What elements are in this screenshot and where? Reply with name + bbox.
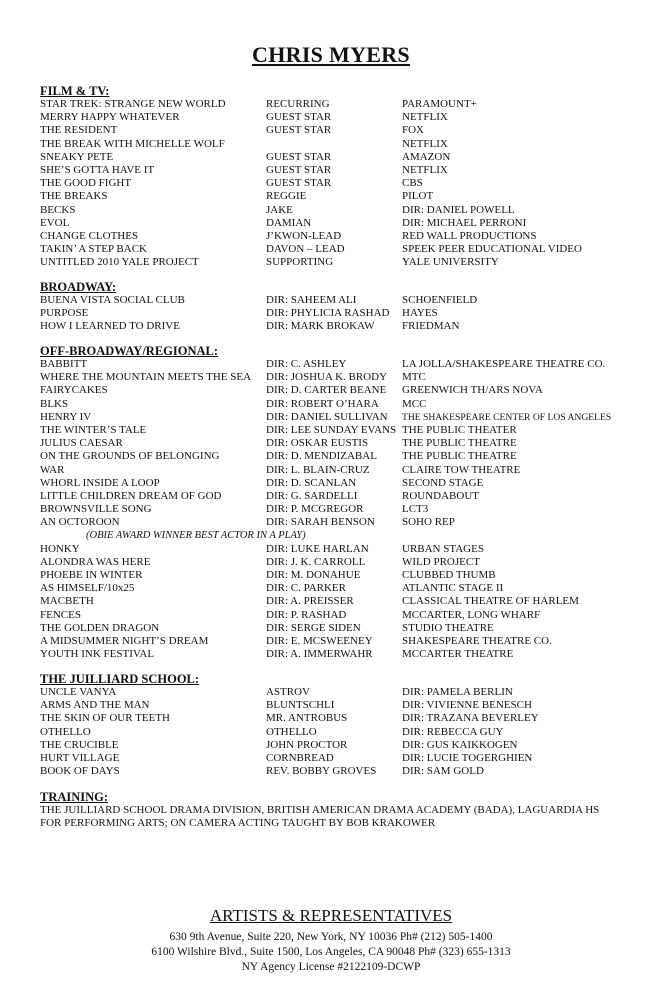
credit-venue: LA JOLLA/SHAKESPEARE THEATRE CO. [402, 358, 606, 370]
credit-row [40, 765, 640, 778]
credit-role: GUEST STAR [266, 111, 332, 124]
credit-role: GUEST STAR [266, 177, 332, 190]
credit-venue: NETFLIX [402, 163, 448, 176]
credit-venue: MCCARTER, LONG WHARF [402, 608, 541, 621]
credit-venue: MTC [402, 371, 426, 384]
credit-role: DIR: G. SARDELLI [266, 489, 358, 502]
credit-venue: SHAKESPEARE THEATRE CO. [402, 634, 552, 647]
section-heading-training: TRAINING: [40, 790, 109, 804]
credit-venue: ROUNDABOUT [402, 489, 479, 502]
credit-row [40, 699, 640, 712]
credit-row [40, 556, 640, 569]
credit-venue: SECOND STAGE [402, 476, 484, 489]
credit-title: CHANGE CLOTHES [40, 229, 139, 242]
section-film-tv [40, 84, 640, 269]
credit-title: UNCLE VANYA [40, 686, 117, 698]
section-heading-broadway: BROADWAY: [40, 280, 117, 294]
credit-title: FAIRYCAKES [40, 384, 108, 397]
credit-title: WAR [40, 463, 65, 476]
credit-title: SHE’S GOTTA HAVE IT [40, 163, 155, 176]
credit-row [40, 217, 640, 230]
credit-title: SNEAKY PETE [40, 150, 114, 163]
credit-role: DIR: ROBERT O’HARA [266, 397, 379, 410]
credit-venue: HAYES [402, 307, 438, 320]
credit-row [40, 230, 640, 243]
credit-row [40, 503, 640, 516]
credit-role: SUPPORTING [266, 256, 334, 269]
training-text: THE JUILLIARD SCHOOL DRAMA DIVISION, BRITISH AMERICAN DRAMA ACADEMY (BADA), LAGUARDIA HS FOR PERFORMING ARTS; ON CAMERA ACTING TAUGHT BY BOB KRAKOWER [40, 804, 600, 830]
credit-title: THE RESIDENT [40, 124, 118, 137]
credit-role: GUEST STAR [266, 150, 332, 163]
credit-venue: THE PUBLIC THEATER [402, 423, 517, 436]
credit-title: YOUTH INK FESTIVAL [40, 648, 155, 661]
credit-role: DIR: J. K. CARROLL [266, 555, 366, 568]
section-heading-film-tv: FILM & TV: [40, 84, 110, 98]
credit-venue: CLAIRE TOW THEATRE [402, 463, 521, 476]
credit-venue: CBS [402, 177, 423, 190]
credit-venue: NETFLIX [402, 137, 448, 150]
credit-venue: CLUBBED THUMB [402, 569, 496, 581]
credit-title: PHOEBE IN WINTER [40, 569, 143, 581]
credit-role: DIR: PHYLICIA RASHAD [266, 307, 390, 320]
credit-venue: MCC [402, 397, 427, 410]
credit-title: PURPOSE [40, 307, 89, 320]
credit-row [40, 516, 640, 529]
credit-title: BUENA VISTA SOCIAL CLUB [40, 294, 185, 306]
credit-row [40, 124, 640, 137]
credit-title: THE GOLDEN DRAGON [40, 621, 160, 634]
credit-venue: RED WALL PRODUCTIONS [402, 229, 537, 242]
credit-role: DIR: P. MCGREGOR [266, 503, 364, 516]
credit-row [40, 622, 640, 635]
credit-title: WHORL INSIDE A LOOP [40, 476, 160, 489]
credit-row [40, 256, 640, 269]
actor-name: CHRIS MYERS [252, 42, 410, 67]
credit-row [40, 204, 640, 217]
credit-role: DAMIAN [266, 216, 312, 229]
credit-row [40, 358, 640, 371]
credits-list-juilliard [40, 686, 640, 778]
award-note: (OBIE AWARD WINNER BEST ACTOR IN A PLAY) [86, 530, 306, 542]
credit-role: DIR: L. BLAIN-CRUZ [266, 463, 370, 476]
credit-title: THE SKIN OF OUR TEETH [40, 712, 170, 725]
credit-row [40, 98, 640, 111]
credit-row [40, 151, 640, 164]
section-heading-juilliard: THE JUILLIARD SCHOOL: [40, 672, 200, 686]
credit-title: THE BREAKS [40, 190, 108, 203]
credit-venue: THE PUBLIC THEATRE [402, 450, 517, 463]
credit-role: DIR: OSKAR EUSTIS [266, 437, 369, 450]
credit-venue: SPEEK PEER EDUCATIONAL VIDEO [402, 243, 582, 256]
agency-name: ARTISTS & REPRESENTATIVES [209, 906, 453, 925]
credit-row [40, 648, 640, 661]
credit-title: EVOL [40, 216, 70, 229]
credit-title: MERRY HAPPY WHATEVER [40, 111, 180, 124]
credit-role: DAVON – LEAD [266, 243, 345, 256]
credit-row [40, 569, 640, 582]
credit-title: A MIDSUMMER NIGHT’S DREAM [40, 634, 209, 647]
credit-row [40, 609, 640, 622]
credit-row [40, 371, 640, 384]
credit-role: DIR: SARAH BENSON [266, 516, 375, 529]
credit-title: JULIUS CAESAR [40, 437, 123, 450]
credits-list-off-broadway [40, 358, 640, 529]
credit-row [40, 411, 640, 424]
credit-row [40, 424, 640, 437]
credit-title: BLKS [40, 397, 69, 410]
credit-venue: SOHO REP [402, 516, 455, 529]
credit-title: HURT VILLAGE [40, 751, 120, 764]
credit-row [40, 384, 640, 397]
credit-title: AS HIMSELF/10x25 [40, 582, 135, 595]
credit-role: JAKE [266, 203, 293, 216]
section-juilliard [40, 672, 640, 778]
credit-row [40, 686, 640, 699]
credit-role: DIR: E. MCSWEENEY [266, 634, 373, 647]
credit-row [40, 739, 640, 752]
credit-title: BECKS [40, 203, 76, 216]
agency-address-la: 6100 Wilshire Blvd., Suite 1500, Los Angeles, CA 90048 Ph# (323) 655-1313 [151, 946, 511, 958]
credit-venue: PARAMOUNT+ [402, 98, 477, 110]
credit-role: DIR: LUKE HARLAN [266, 542, 369, 555]
credit-venue: YALE UNIVERSITY [402, 256, 499, 269]
credit-title: THE CRUCIBLE [40, 738, 119, 751]
credit-row [40, 582, 640, 595]
credit-row [40, 398, 640, 411]
credit-venue: DIR: SAM GOLD [402, 765, 484, 778]
credit-role: J’KWON-LEAD [266, 229, 342, 242]
credit-role: MR. ANTROBUS [266, 712, 348, 725]
credit-title: OTHELLO [40, 725, 91, 738]
credit-role: DIR: D. CARTER BEANE [266, 384, 387, 397]
credit-role: GUEST STAR [266, 163, 332, 176]
credit-title: ON THE GROUNDS OF BELONGING [40, 450, 220, 463]
credit-venue: AMAZON [402, 150, 451, 163]
credit-row [40, 177, 640, 190]
credit-title: BOOK OF DAYS [40, 765, 120, 778]
credit-title: HENRY IV [40, 410, 92, 423]
credit-venue: DIR: GUS KAIKKOGEN [402, 738, 518, 751]
credit-role: DIR: SERGE SIDEN [266, 621, 361, 634]
credit-row [40, 712, 640, 725]
credit-role: DIR: JOSHUA K. BRODY [266, 371, 388, 384]
section-training [40, 790, 640, 830]
credit-title: MACBETH [40, 595, 94, 608]
credit-role: DIR: DANIEL SULLIVAN [266, 410, 388, 423]
credit-row [40, 490, 640, 503]
agency-contact [0, 930, 662, 975]
credit-role: DIR: M. DONAHUE [266, 569, 361, 581]
credit-venue: GREENWICH TH/ARS NOVA [402, 384, 543, 397]
credit-row [40, 320, 640, 333]
section-off-broadway [40, 344, 640, 661]
credit-title: TAKIN’ A STEP BACK [40, 243, 147, 256]
credit-venue: CLASSICAL THEATRE OF HARLEM [402, 595, 579, 608]
credit-venue: FOX [402, 124, 425, 137]
credit-role: DIR: D. MENDIZABAL [266, 450, 377, 463]
credit-venue: WILD PROJECT [402, 555, 480, 568]
credit-row [40, 437, 640, 450]
credit-venue: DIR: MICHAEL PERRONI [402, 216, 527, 229]
credit-row [40, 294, 640, 307]
credit-row [40, 464, 640, 477]
credit-venue: URBAN STAGES [402, 542, 484, 555]
credit-role: DIR: SAHEEM ALI [266, 294, 357, 306]
agency-address-ny: 630 9th Avenue, Suite 220, New York, NY 10036 Ph# (212) 505-1400 [169, 931, 493, 943]
credit-row [40, 111, 640, 124]
credit-title: BROWNSVILLE SONG [40, 503, 152, 516]
credit-title: HONKY [40, 542, 80, 555]
credit-role: DIR: LEE SUNDAY EVANS [266, 423, 397, 436]
credit-title: THE GOOD FIGHT [40, 177, 132, 190]
credit-title: THE WINTER’S TALE [40, 423, 147, 436]
credit-venue: THE SHAKESPEARE CENTER OF LOS ANGELES [402, 411, 612, 423]
credit-role: REV. BOBBY GROVES [266, 765, 377, 778]
credit-role: DIR: C. PARKER [266, 582, 346, 595]
credit-role: DIR: C. ASHLEY [266, 358, 347, 370]
credit-venue: NETFLIX [402, 111, 448, 124]
credit-role: CORNBREAD [266, 751, 334, 764]
credit-venue: DIR: VIVIENNE BENESCH [402, 699, 532, 712]
credit-role: JOHN PROCTOR [266, 738, 348, 751]
credit-role: DIR: P. RASHAD [266, 608, 347, 621]
credit-role: GUEST STAR [266, 124, 332, 137]
credit-row [40, 450, 640, 463]
section-broadway [40, 280, 640, 334]
credit-role: DIR: MARK BROKAW [266, 320, 375, 333]
credit-title: ALONDRA WAS HERE [40, 555, 151, 568]
credits-list-broadway [40, 294, 640, 334]
credit-title: STAR TREK: STRANGE NEW WORLD [40, 98, 226, 110]
credit-venue: DIR: REBECCA GUY [402, 725, 504, 738]
credit-venue: DIR: TRAZANA BEVERLEY [402, 712, 539, 725]
credit-venue: ATLANTIC STAGE II [402, 582, 504, 595]
credit-venue: MCCARTER THEATRE [402, 648, 514, 661]
credit-title: BABBITT [40, 358, 88, 370]
credit-venue: LCT3 [402, 503, 429, 516]
credit-venue: DIR: LUCIE TOGERGHIEN [402, 751, 533, 764]
credit-role: DIR: D. SCANLAN [266, 476, 357, 489]
credit-row [40, 726, 640, 739]
credit-row [40, 477, 640, 490]
credit-row [40, 190, 640, 203]
credit-row [40, 595, 640, 608]
credit-title: FENCES [40, 608, 81, 621]
credit-role: DIR: A. PREISSER [266, 595, 354, 608]
credit-role: RECURRING [266, 98, 330, 110]
credit-role: BLUNTSCHLI [266, 699, 335, 712]
credit-row [40, 164, 640, 177]
credit-venue: STUDIO THEATRE [402, 621, 494, 634]
credit-title: HOW I LEARNED TO DRIVE [40, 320, 180, 333]
credit-row [40, 243, 640, 256]
credit-title: ARMS AND THE MAN [40, 699, 150, 712]
credit-title: AN OCTOROON [40, 516, 120, 529]
credit-role: REGGIE [266, 190, 307, 203]
credit-title: LITTLE CHILDREN DREAM OF GOD [40, 489, 222, 502]
credit-venue: DIR: PAMELA BERLIN [402, 686, 513, 698]
agency-license: NY Agency License #2122109-DCWP [241, 961, 421, 973]
credit-title: WHERE THE MOUNTAIN MEETS THE SEA [40, 371, 252, 384]
credit-row [40, 752, 640, 765]
credit-venue: FRIEDMAN [402, 320, 460, 333]
credits-list-off-broadway-2 [40, 543, 640, 662]
credit-role: DIR: A. IMMERWAHR [266, 648, 373, 661]
credit-role: OTHELLO [266, 725, 317, 738]
credit-role: ASTROV [266, 686, 311, 698]
credit-venue: THE PUBLIC THEATRE [402, 437, 517, 450]
credit-row [40, 543, 640, 556]
section-heading-off-broadway: OFF-BROADWAY/REGIONAL: [40, 344, 219, 358]
credit-title: UNTITLED 2010 YALE PROJECT [40, 256, 199, 269]
credit-venue: SCHOENFIELD [402, 294, 478, 306]
credit-row [40, 138, 640, 151]
credit-venue: PILOT [402, 190, 434, 203]
credit-row [40, 307, 640, 320]
credit-title: THE BREAK WITH MICHELLE WOLF [40, 137, 225, 150]
credits-list-film-tv [40, 98, 640, 269]
credit-row [40, 635, 640, 648]
credit-venue: DIR: DANIEL POWELL [402, 203, 515, 216]
